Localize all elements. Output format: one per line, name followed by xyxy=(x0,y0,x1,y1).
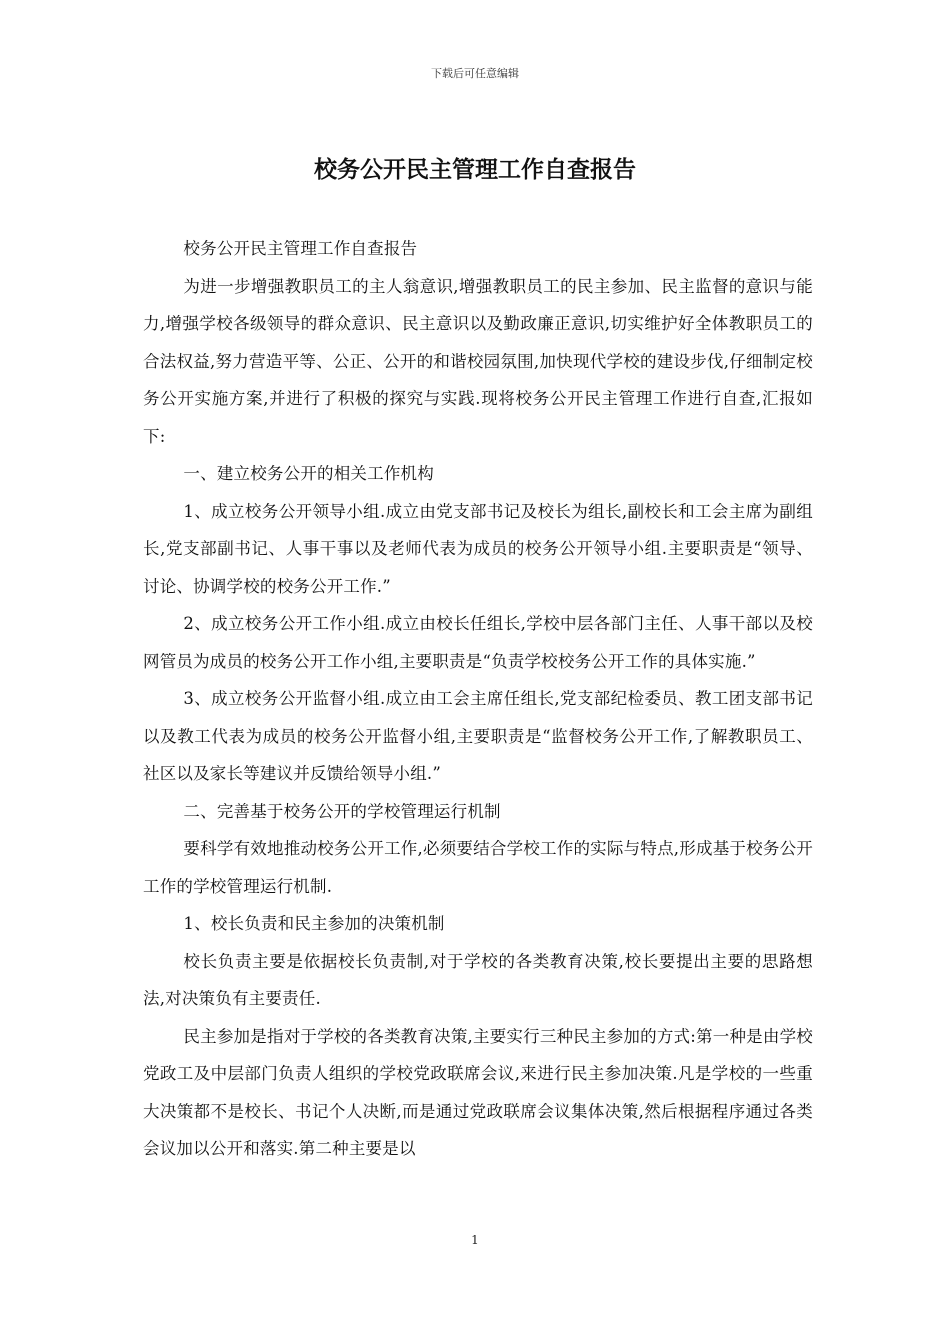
document-title: 校务公开民主管理工作自查报告 xyxy=(314,157,636,183)
subsection-heading-2-1: 1、校长负责和民主参加的决策机制 xyxy=(183,914,445,933)
section-heading-1: 一、建立校务公开的相关工作机构 xyxy=(183,464,434,483)
body-paragraph-1-3: 3、成立校务公开监督小组.成立由工会主席任组长,党支部纪检委员、教工团支部书记以及教工代表为成员的校务公开监督小组,主要职责是“监督校务公开工作,了解教职员工、社区以及家长等建议并反馈给领导小组.” xyxy=(143,689,813,783)
section-heading-2: 二、完善基于校务公开的学校管理运行机制 xyxy=(183,801,501,821)
body-paragraph-2-1-b: 民主参加是指对于学校的各类教育决策,主要实行三种民主参加的方式:第一种是由学校党政工及中层部门负责人组织的学校党政联席会议,来进行民主参加决策.凡是学校的一些重大决策都不是校长、书记个人决断,而是通过党政联席会议集体决策,然后根据程序通过各类会议加以公开和落实.第二种主要是以 xyxy=(143,1026,813,1158)
page-number: 1 xyxy=(471,1233,479,1247)
body-paragraph-2-1-a: 校长负责主要是依据校长负责制,对于学校的各类教育决策,校长要提出主要的思路想法,对决策负有主要责任. xyxy=(143,951,813,1008)
body-paragraph-intro: 为进一步增强教职员工的主人翁意识,增强教职员工的民主参加、民主监督的意识与能力,增强学校各级领导的群众意识、民主意识以及勤政廉正意识,切实维护好全体教职员工的合法权益,努力营造平等、公正、公开的和谐校园氛围,加快现代学校的建设步伐,仔细制定校务公开实施方案,并进行了积极的探究与实践.现将校务公开民主管理工作进行自查,汇报如下: xyxy=(143,276,813,446)
body-paragraph-1-1: 1、成立校务公开领导小组.成立由党支部书记及校长为组长,副校长和工会主席为副组长,党支部副书记、人事干事以及老师代表为成员的校务公开领导小组.主要职责是“领导、讨论、协调学校的校务公开工作.” xyxy=(143,501,813,596)
body-paragraph-1-2: 2、成立校务公开工作小组.成立由校长任组长,学校中层各部门主任、人事干部以及校网管员为成员的校务公开工作小组,主要职责是“负责学校校务公开工作的具体实施.” xyxy=(143,614,813,671)
body-paragraph-2-intro: 要科学有效地推动校务公开工作,必须要结合学校工作的实际与特点,形成基于校务公开工作的学校管理运行机制. xyxy=(143,839,813,896)
page-header-note: 下载后可任意编辑 xyxy=(431,67,519,80)
body-paragraph-subtitle: 校务公开民主管理工作自查报告 xyxy=(183,239,418,258)
document-body xyxy=(143,230,813,1168)
